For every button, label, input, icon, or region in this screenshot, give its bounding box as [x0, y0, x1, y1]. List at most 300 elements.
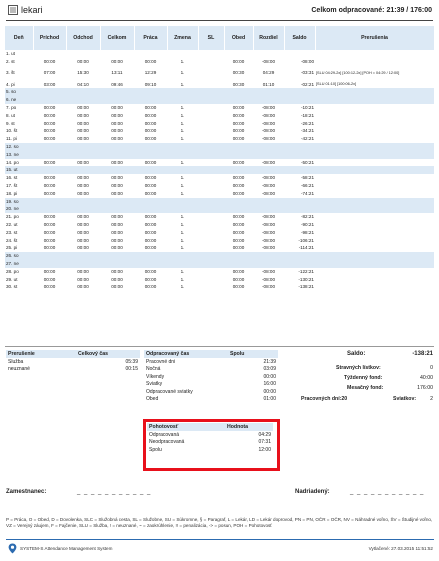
- departure-cell: [66, 205, 100, 213]
- work-cell: 00:00: [144, 128, 157, 134]
- day-cell: 29. ut: [6, 276, 18, 282]
- balance-cell: -08:00: [300, 58, 314, 64]
- day-cell: 17. št: [6, 182, 18, 188]
- day-cell: 15. ut: [5, 166, 33, 174]
- total-cell: 00:00: [111, 128, 123, 134]
- page-title: lekari: [21, 5, 43, 15]
- interruptions-cell: [315, 135, 434, 143]
- difference-cell: -08:00: [261, 159, 276, 165]
- table-row: [5, 50, 434, 58]
- lunch-cell: 00:30: [232, 70, 245, 76]
- table-row: [5, 143, 434, 151]
- day-cell: 23. st: [6, 229, 18, 235]
- difference-cell: -08:00: [261, 284, 276, 290]
- shift-cell: [167, 143, 198, 151]
- weekly-fund-label: Týždenný fond:: [344, 375, 383, 381]
- sl-cell: [198, 127, 224, 135]
- total-cell: 00:00: [111, 175, 123, 181]
- summary-value: 07:31: [258, 439, 271, 446]
- difference-cell: -08:00: [261, 245, 276, 251]
- total-cell: 00:00: [111, 190, 123, 196]
- interruptions-cell: [315, 229, 434, 237]
- balance-cell: -50:21: [300, 159, 314, 165]
- day-cell: 26. so: [5, 252, 33, 260]
- lunch-cell: 00:00: [232, 175, 245, 181]
- departure-cell: 00:00: [77, 182, 89, 188]
- arrival-cell: [33, 151, 66, 159]
- list-icon: [8, 5, 18, 15]
- day-cell: 2. st: [6, 58, 15, 64]
- balance-value: -138:21: [412, 351, 433, 357]
- arrival-cell: 00:00: [43, 136, 56, 142]
- departure-cell: 00:00: [77, 190, 89, 196]
- balance-cell: [284, 166, 315, 174]
- summary-label: Pracovné dni: [146, 358, 176, 365]
- summary-row: [144, 396, 278, 404]
- balance-cell: -34:21: [300, 128, 314, 134]
- day-cell: 8. ut: [6, 112, 15, 118]
- interruptions-cell: [315, 268, 434, 276]
- day-cell: 24. št: [6, 237, 18, 243]
- day-cell: 27. ne: [5, 260, 33, 268]
- lunch-cell: [224, 198, 253, 206]
- difference-cell: [253, 252, 284, 260]
- work-cell: [134, 198, 167, 206]
- work-cell: 00:00: [144, 58, 157, 64]
- total-cell: 00:00: [111, 214, 123, 220]
- departure-cell: 00:00: [77, 284, 89, 290]
- total-cell: [100, 198, 134, 206]
- summary-label: Víkendy: [146, 373, 165, 380]
- day-cell: 6. ne: [5, 96, 33, 104]
- shift-cell: 1.: [180, 245, 185, 251]
- interruptions-cell: [315, 166, 434, 174]
- arrival-cell: 00:00: [43, 245, 56, 251]
- lunch-cell: [224, 260, 253, 268]
- arrival-cell: 00:00: [43, 221, 56, 227]
- arrival-cell: 00:00: [43, 104, 56, 110]
- shift-cell: 1.: [180, 58, 185, 64]
- interruptions-cell: [315, 159, 434, 167]
- arrival-cell: 00:00: [43, 175, 56, 181]
- col-header-departure: Odchod: [66, 26, 100, 50]
- total-cell: [100, 151, 134, 159]
- sl-cell: [198, 221, 224, 229]
- table-row: [5, 112, 434, 120]
- table-row: [5, 104, 434, 112]
- work-cell: 00:00: [144, 284, 157, 290]
- arrival-cell: 00:00: [43, 128, 56, 134]
- table-row: [5, 221, 434, 229]
- total-cell: [100, 96, 134, 104]
- day-cell: 1. ut: [6, 51, 15, 56]
- table-row: [5, 229, 434, 237]
- total-cell: 00:00: [111, 182, 123, 188]
- table-row: [5, 182, 434, 190]
- departure-cell: 00:00: [77, 237, 89, 243]
- table-row: [5, 88, 434, 96]
- difference-cell: -08:00: [261, 128, 276, 134]
- balance-cell: -10:21: [300, 104, 314, 110]
- balance-cell: -90:21: [300, 221, 314, 227]
- superior-signature-line: _ _ _ _ _ _ _ _ _ _ _: [350, 489, 425, 495]
- balance-cell: -122:21: [298, 268, 314, 274]
- table-row: [5, 260, 434, 268]
- day-cell: 5. so: [5, 88, 33, 96]
- working-days-label: Pracovných dní:20: [301, 396, 348, 402]
- shift-cell: 1.: [180, 237, 185, 243]
- interruptions-cell: [315, 221, 434, 229]
- lunch-cell: 00:00: [232, 128, 245, 134]
- lunch-cell: [224, 166, 253, 174]
- difference-cell: -08:00: [261, 182, 276, 188]
- interruptions-cell: [315, 205, 434, 213]
- departure-cell: 00:00: [77, 58, 89, 64]
- shift-cell: 1.: [180, 190, 185, 196]
- work-cell: 00:00: [144, 104, 157, 110]
- summary-row: [144, 373, 278, 381]
- difference-cell: -08:00: [261, 237, 276, 243]
- table-row: [5, 135, 434, 143]
- arrival-cell: 07:00: [43, 70, 56, 76]
- arrival-cell: [33, 96, 66, 104]
- arrival-cell: [33, 166, 66, 174]
- summary-label: neuznané: [8, 366, 30, 373]
- monthly-fund-value: 176:00: [417, 385, 433, 391]
- lunch-cell: 00:00: [232, 284, 245, 290]
- shift-cell: 1.: [180, 182, 185, 188]
- departure-cell: 00:00: [77, 159, 89, 165]
- sl-cell: [198, 66, 224, 81]
- day-cell: 11. pi: [6, 136, 17, 142]
- sl-cell: [198, 213, 224, 221]
- lunch-cell: 00:00: [232, 245, 245, 251]
- sl-cell: [198, 260, 224, 268]
- departure-cell: [66, 50, 100, 58]
- day-cell: 25. pi: [6, 245, 18, 251]
- table-row: [5, 96, 434, 104]
- total-cell: 00:00: [111, 120, 123, 126]
- work-cell: [134, 166, 167, 174]
- day-cell: 4. pi: [6, 81, 15, 87]
- balance-cell: [284, 143, 315, 151]
- departure-cell: 15:30: [77, 70, 89, 76]
- departure-cell: 00:00: [77, 112, 89, 118]
- col-header-interruptions: Prerušenia: [315, 26, 434, 50]
- balance-cell: -03:31: [300, 70, 314, 76]
- col-header-total: Celkom: [100, 26, 134, 50]
- table-row: [5, 205, 434, 213]
- table-row: [5, 190, 434, 198]
- summary-row: [144, 388, 278, 396]
- table-row: [5, 174, 434, 182]
- arrival-cell: 00:00: [43, 229, 56, 235]
- total-cell: [100, 205, 134, 213]
- total-cell: 00:00: [111, 237, 123, 243]
- col-header-lunch: Obed: [224, 26, 253, 50]
- header-divider: [6, 20, 433, 21]
- shift-cell: [167, 88, 198, 96]
- day-cell: 22. ut: [6, 221, 18, 227]
- balance-cell: -58:21: [300, 175, 314, 181]
- lunch-cell: 00:00: [232, 214, 245, 220]
- summary-row: [6, 358, 140, 366]
- shift-cell: 1.: [180, 81, 185, 87]
- sl-cell: [198, 190, 224, 198]
- table-row: [5, 127, 434, 135]
- difference-cell: -08:00: [261, 229, 276, 235]
- total-cell: 00:00: [111, 276, 123, 282]
- shift-cell: 1.: [180, 136, 185, 142]
- summary-label: Odpracované sviatky: [146, 388, 193, 395]
- sl-cell: [198, 50, 224, 58]
- interruptions-cell: [315, 143, 434, 151]
- employee-signature-line: _ _ _ _ _ _ _ _ _ _ _: [77, 489, 152, 495]
- shift-cell: 1.: [180, 104, 185, 110]
- departure-cell: 00:00: [77, 268, 89, 274]
- sl-cell: [198, 88, 224, 96]
- arrival-cell: [33, 260, 66, 268]
- arrival-cell: [33, 88, 66, 96]
- summary-value: 00:15: [125, 366, 138, 373]
- interruptions-cell: [315, 104, 434, 112]
- lunch-cell: [224, 96, 253, 104]
- table-row: [5, 166, 434, 174]
- total-cell: 09:46: [111, 81, 123, 87]
- summary-label: Spolu: [149, 446, 162, 453]
- work-cell: [134, 260, 167, 268]
- meal-tickets-value: 0: [430, 365, 433, 371]
- table-row: [5, 151, 434, 159]
- lunch-cell: 00:30: [232, 81, 245, 87]
- difference-cell: -08:00: [261, 276, 276, 282]
- summary-row: [147, 431, 273, 439]
- shift-cell: [167, 50, 198, 58]
- sl-cell: [198, 159, 224, 167]
- work-cell: 00:00: [144, 214, 157, 220]
- arrival-cell: 00:00: [43, 237, 56, 243]
- table-header-row: [5, 26, 434, 50]
- interruptions-cell: [315, 88, 434, 96]
- total-cell: 00:00: [111, 284, 123, 290]
- interruptions-cell: [315, 174, 434, 182]
- total-cell: 00:00: [111, 136, 123, 142]
- departure-cell: 00:00: [77, 136, 89, 142]
- worked-time-header: Odpracovaný čas: [144, 350, 228, 358]
- sl-cell: [198, 143, 224, 151]
- total-cell: [100, 143, 134, 151]
- lunch-cell: 00:00: [232, 182, 245, 188]
- attendance-table: [5, 26, 435, 291]
- summary-divider: [5, 346, 434, 347]
- holidays-label: Sviatkov:: [393, 396, 417, 402]
- lunch-cell: 00:00: [232, 276, 245, 282]
- departure-cell: [66, 96, 100, 104]
- departure-cell: 00:00: [77, 175, 89, 181]
- summary-value: 01:00: [263, 396, 276, 403]
- lunch-cell: [224, 252, 253, 260]
- departure-cell: 00:00: [77, 245, 89, 251]
- day-cell: 7. po: [6, 104, 17, 110]
- difference-cell: -08:00: [261, 58, 276, 64]
- arrival-cell: [33, 252, 66, 260]
- shift-cell: 1.: [180, 229, 185, 235]
- departure-cell: 00:00: [77, 214, 89, 220]
- balance-cell: [284, 50, 315, 58]
- departure-cell: [66, 151, 100, 159]
- total-cell: [100, 260, 134, 268]
- interruptions-cell: [315, 198, 434, 206]
- work-cell: [134, 151, 167, 159]
- footer-app-name: SYSTEM-S Attendance Management System: [20, 546, 113, 551]
- day-cell: 28. po: [6, 268, 19, 274]
- summary-row: [147, 446, 273, 454]
- difference-cell: -08:00: [261, 112, 276, 118]
- meal-tickets-label: Stravných lístkov:: [336, 365, 381, 371]
- balance-cell: -42:21: [300, 136, 314, 142]
- total-cell: 00:00: [111, 229, 123, 235]
- interruptions-cell: [315, 252, 434, 260]
- work-cell: 12:29: [144, 70, 157, 76]
- summary-value: 05:39: [125, 358, 138, 365]
- day-cell: 12. so: [5, 143, 33, 151]
- total-cell: 00:00: [111, 221, 123, 227]
- table-row: [5, 283, 434, 291]
- interruptions-cell: [315, 58, 434, 66]
- departure-cell: [66, 166, 100, 174]
- table-row: [5, 237, 434, 245]
- abbreviations-legend: P = Práca, O = Obed, D = Dovolenka, SLC = Služobná cesta, SL = Služobne, SU = Súkromne, § = Paragraf, L = Lekár, LD = Lekár doprovod, PN = PN, OČR = OČR, NV = Náhradné voľno, ŠV = Študijné voľno, VZ = Verejný záujem, F = Fajčenie, SLU = Služba, ! = neuznané, ~ = zaokrúhlenie, !! = penalizácia, -> = posun, POH = Pohotovosť: [6, 517, 433, 528]
- interruption-total-header: Celkový čas: [76, 350, 140, 358]
- lunch-cell: 00:00: [232, 58, 245, 64]
- weekly-fund-value: 40:00: [420, 375, 433, 381]
- balance-cell: [284, 151, 315, 159]
- lunch-cell: 00:00: [232, 112, 245, 118]
- shift-cell: 1.: [180, 159, 185, 165]
- lunch-cell: 00:00: [232, 136, 245, 142]
- day-cell: 18. pi: [6, 190, 18, 196]
- interruptions-cell: [315, 50, 434, 58]
- balance-cell: [284, 198, 315, 206]
- work-cell: 00:00: [144, 190, 157, 196]
- departure-cell: 04:10: [77, 81, 89, 87]
- summary-value: 00:00: [263, 388, 276, 395]
- shift-cell: [167, 166, 198, 174]
- arrival-cell: 00:00: [43, 58, 56, 64]
- summary-value: 16:00: [263, 381, 276, 388]
- departure-cell: [66, 260, 100, 268]
- balance-cell: -66:21: [300, 182, 314, 188]
- col-header-work: Práca: [134, 26, 167, 50]
- day-cell: 9. st: [6, 120, 15, 126]
- difference-cell: -08:00: [261, 120, 276, 126]
- day-cell: 19. so: [5, 198, 33, 206]
- arrival-cell: 00:00: [43, 159, 56, 165]
- total-worked-summary: Celkom odpracované: 21:39 / 176:00: [311, 7, 432, 14]
- sl-cell: [198, 268, 224, 276]
- lunch-cell: [224, 50, 253, 58]
- day-cell: 3. št: [6, 70, 15, 76]
- balance-cell: [284, 260, 315, 268]
- arrival-cell: 00:00: [43, 268, 56, 274]
- interruptions-cell: [315, 244, 434, 252]
- col-header-arrival: Príchod: [33, 26, 66, 50]
- table-row: [5, 58, 434, 66]
- departure-cell: [66, 88, 100, 96]
- lunch-cell: [224, 205, 253, 213]
- work-cell: 00:00: [144, 136, 157, 142]
- col-header-sl: SL: [198, 26, 224, 50]
- day-cell: 16. st: [6, 175, 18, 181]
- lunch-cell: [224, 143, 253, 151]
- lunch-cell: 00:00: [232, 120, 245, 126]
- balance-cell: -26:21: [300, 120, 314, 126]
- lunch-cell: 00:00: [232, 104, 245, 110]
- footer-print-date: Vytlačené: 27.03.2015 11:51:52: [368, 546, 433, 551]
- employee-signature-label: Zamestnanec:: [6, 489, 47, 495]
- work-cell: [134, 143, 167, 151]
- shift-cell: [167, 96, 198, 104]
- col-header-shift: Zmena: [167, 26, 198, 50]
- interruption-header: Prerušenie: [6, 350, 76, 358]
- departure-cell: [66, 252, 100, 260]
- summary-row: [147, 439, 273, 447]
- interruptions-cell: [315, 112, 434, 120]
- summary-value: 12:00: [258, 446, 271, 453]
- total-cell: [100, 50, 134, 58]
- departure-cell: 00:00: [77, 128, 89, 134]
- total-cell: 00:00: [111, 112, 123, 118]
- arrival-cell: 03:00: [43, 81, 56, 87]
- table-row: [5, 159, 434, 167]
- summary-row: [144, 381, 278, 389]
- balance-cell: -98:21: [300, 229, 314, 235]
- sl-cell: [198, 244, 224, 252]
- arrival-cell: 00:00: [43, 190, 56, 196]
- location-pin-icon: [8, 543, 17, 554]
- table-row: [5, 198, 434, 206]
- interruptions-cell: [315, 120, 434, 128]
- worked-total-header: Spolu: [228, 350, 278, 358]
- lunch-cell: 00:00: [232, 221, 245, 227]
- lunch-cell: 00:00: [232, 237, 245, 243]
- balance-cell: -82:21: [300, 214, 314, 220]
- summary-row: [144, 366, 278, 374]
- work-cell: [134, 205, 167, 213]
- table-row: [5, 81, 434, 89]
- shift-cell: 1.: [180, 214, 185, 220]
- balance-cell: -18:21: [300, 112, 314, 118]
- departure-cell: 00:00: [77, 276, 89, 282]
- interruptions-summary-table: [6, 350, 140, 373]
- difference-cell: [253, 88, 284, 96]
- difference-cell: 04:29: [262, 70, 275, 76]
- interruptions-cell: [SLU 04:29-2x] [100:12-2x] [POH = 04:29 / 12:00]: [316, 71, 400, 76]
- work-cell: [134, 88, 167, 96]
- day-cell: 21. po: [6, 214, 19, 220]
- arrival-cell: 00:00: [43, 120, 56, 126]
- balance-cell: -106:21: [298, 237, 314, 243]
- sl-cell: [198, 58, 224, 66]
- interruptions-cell: [315, 127, 434, 135]
- balance-cell: [284, 96, 315, 104]
- shift-cell: 1.: [180, 276, 185, 282]
- departure-cell: 00:00: [77, 120, 89, 126]
- work-cell: 00:00: [144, 120, 157, 126]
- summary-label: Obed: [146, 396, 159, 403]
- total-cell: 00:00: [111, 159, 123, 165]
- lunch-cell: 00:00: [232, 159, 245, 165]
